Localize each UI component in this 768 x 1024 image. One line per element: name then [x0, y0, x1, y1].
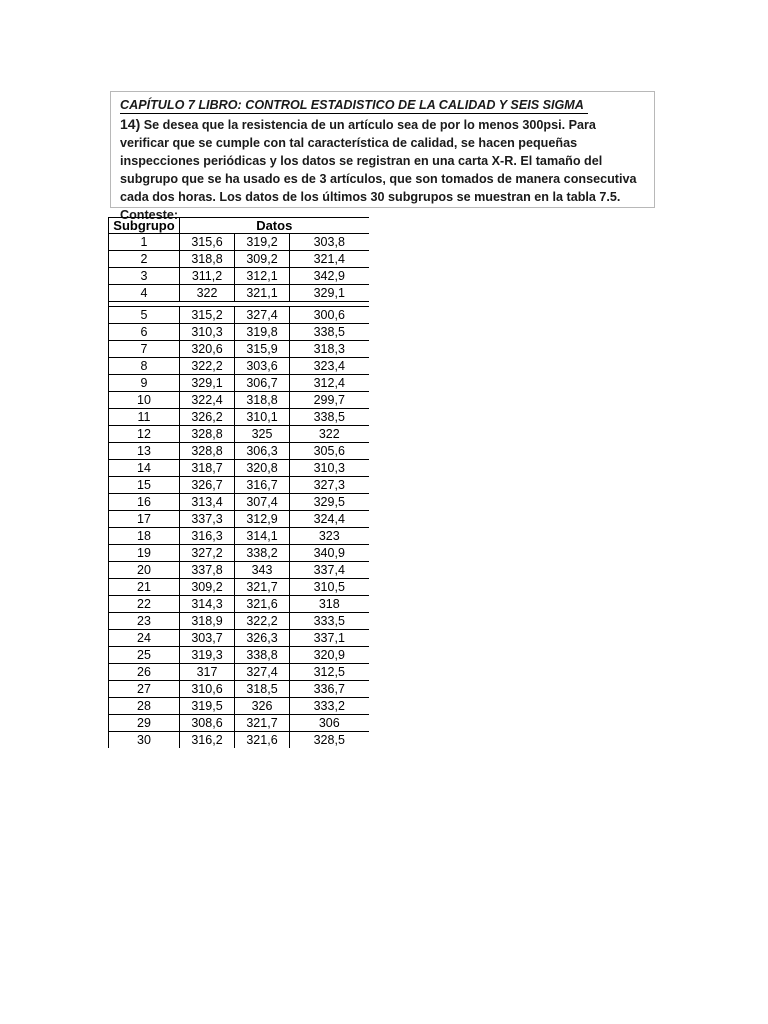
data-cell: 323: [290, 528, 369, 545]
subgroup-cell: 30: [109, 732, 180, 749]
table-row: [109, 511, 369, 528]
data-cell: 316,7: [235, 477, 290, 494]
subgroup-cell: 5: [109, 307, 180, 324]
subgroup-cell: 11: [109, 409, 180, 426]
table-row: [109, 307, 369, 324]
data-cell: 337,8: [180, 562, 235, 579]
data-cell: 336,7: [290, 681, 369, 698]
data-cell: 322: [180, 285, 235, 302]
table-header-row: [109, 218, 369, 234]
data-cell: 318,8: [180, 251, 235, 268]
subgroup-cell: 25: [109, 647, 180, 664]
data-cell: 321,4: [290, 251, 369, 268]
data-cell: 319,5: [180, 698, 235, 715]
data-cell: 321,1: [235, 285, 290, 302]
table-row: [109, 358, 369, 375]
data-cell: 326,7: [180, 477, 235, 494]
data-cell: 319,8: [235, 324, 290, 341]
subgroup-cell: 3: [109, 268, 180, 285]
data-cell: 327,4: [235, 664, 290, 681]
data-cell: 312,5: [290, 664, 369, 681]
data-cell: 323,4: [290, 358, 369, 375]
data-cell: 314,1: [235, 528, 290, 545]
data-cell: 328,8: [180, 426, 235, 443]
data-cell: 303,6: [235, 358, 290, 375]
subgroup-cell: 28: [109, 698, 180, 715]
data-cell: 316,3: [180, 528, 235, 545]
data-cell: 333,2: [290, 698, 369, 715]
data-cell: 306,3: [235, 443, 290, 460]
table-row: [109, 460, 369, 477]
table-row: [109, 341, 369, 358]
data-cell: 328,8: [180, 443, 235, 460]
table-row: [109, 732, 369, 749]
table-row: [109, 494, 369, 511]
table-row: [109, 630, 369, 647]
table-row: [109, 613, 369, 630]
data-cell: 313,4: [180, 494, 235, 511]
table-row: [109, 324, 369, 341]
data-cell: 310,3: [290, 460, 369, 477]
subgroup-cell: 4: [109, 285, 180, 302]
data-cell: 326,3: [235, 630, 290, 647]
data-cell: 319,2: [235, 234, 290, 251]
data-cell: 318,5: [235, 681, 290, 698]
data-cell: 322,2: [235, 613, 290, 630]
table-row: [109, 477, 369, 494]
data-cell: 318,8: [235, 392, 290, 409]
subgroup-cell: 15: [109, 477, 180, 494]
data-cell: 322,4: [180, 392, 235, 409]
table-row: [109, 392, 369, 409]
subgroup-cell: 23: [109, 613, 180, 630]
subgroup-cell: 18: [109, 528, 180, 545]
data-cell: 315,9: [235, 341, 290, 358]
data-cell: 308,6: [180, 715, 235, 732]
data-cell: 337,4: [290, 562, 369, 579]
data-cell: 318,9: [180, 613, 235, 630]
data-cell: 327,3: [290, 477, 369, 494]
data-cell: 318: [290, 596, 369, 613]
table-row: [109, 443, 369, 460]
data-cell: 333,5: [290, 613, 369, 630]
data-cell: 326: [235, 698, 290, 715]
table-row: [109, 681, 369, 698]
data-cell: 312,4: [290, 375, 369, 392]
table-row: [109, 579, 369, 596]
data-cell: 303,8: [290, 234, 369, 251]
data-cell: 315,6: [180, 234, 235, 251]
problem-text: Se desea que la resistencia de un artículo sea de por lo menos 300psi. Para verificar que se cumple con tal característica de calidad, se hacen pequeñas inspecciones periódicas y los datos se registran en una carta X-R. El tamaño del subgrupo que se ha usado es de 3 artículos, que son tomados de manera consecutiva cada dos horas. Los datos de los últimos 30 subgrupos se muestran en la tabla 7.5. Conteste:: [120, 118, 637, 222]
data-cell: 309,2: [180, 579, 235, 596]
table-row: [109, 715, 369, 732]
data-cell: 315,2: [180, 307, 235, 324]
subgroup-cell: 10: [109, 392, 180, 409]
data-cell: 312,1: [235, 268, 290, 285]
data-cell: 329,1: [180, 375, 235, 392]
data-cell: 299,7: [290, 392, 369, 409]
table-row: [109, 664, 369, 681]
data-cell: 338,5: [290, 409, 369, 426]
subgroup-cell: 29: [109, 715, 180, 732]
subgroup-cell: 12: [109, 426, 180, 443]
data-cell: 310,3: [180, 324, 235, 341]
subgroup-cell: 21: [109, 579, 180, 596]
data-cell: 342,9: [290, 268, 369, 285]
subgroup-header: Subgrupo: [109, 218, 180, 234]
data-cell: 303,7: [180, 630, 235, 647]
subgroup-cell: 17: [109, 511, 180, 528]
data-cell: 326,2: [180, 409, 235, 426]
problem-statement-box: [110, 91, 655, 222]
data-cell: 329,5: [290, 494, 369, 511]
data-cell: 324,4: [290, 511, 369, 528]
subgroup-cell: 19: [109, 545, 180, 562]
data-cell: 322: [290, 426, 369, 443]
table-row: [109, 647, 369, 664]
data-cell: 309,2: [235, 251, 290, 268]
data-cell: 321,6: [235, 596, 290, 613]
subgroup-cell: 8: [109, 358, 180, 375]
problem-number: 14): [120, 116, 141, 132]
data-cell: 338,5: [290, 324, 369, 341]
table-row: [109, 285, 369, 302]
table-row: [109, 234, 369, 251]
subgroup-cell: 20: [109, 562, 180, 579]
data-cell: 307,4: [235, 494, 290, 511]
data-cell: 310,5: [290, 579, 369, 596]
table-row: [109, 562, 369, 579]
subgroup-cell: 2: [109, 251, 180, 268]
subgroup-cell: 22: [109, 596, 180, 613]
data-cell: 321,6: [235, 732, 290, 749]
table-row: [109, 409, 369, 426]
subgroup-cell: 1: [109, 234, 180, 251]
subgroup-cell: 9: [109, 375, 180, 392]
data-cell: 319,3: [180, 647, 235, 664]
data-cell: 327,4: [235, 307, 290, 324]
table-row: [109, 545, 369, 562]
data-cell: 314,3: [180, 596, 235, 613]
data-cell: 310,6: [180, 681, 235, 698]
data-cell: 311,2: [180, 268, 235, 285]
data-cell: 321,7: [235, 715, 290, 732]
subgroup-cell: 16: [109, 494, 180, 511]
data-cell: 338,2: [235, 545, 290, 562]
data-cell: 312,9: [235, 511, 290, 528]
table-row: [109, 698, 369, 715]
data-cell: 327,2: [180, 545, 235, 562]
data-cell: 320,8: [235, 460, 290, 477]
subgroup-cell: 26: [109, 664, 180, 681]
data-cell: 322,2: [180, 358, 235, 375]
data-cell: 318,3: [290, 341, 369, 358]
data-cell: 306: [290, 715, 369, 732]
table-body: [109, 234, 369, 749]
subgroup-cell: 27: [109, 681, 180, 698]
data-cell: 340,9: [290, 545, 369, 562]
table-row: [109, 528, 369, 545]
data-cell: 338,8: [235, 647, 290, 664]
data-cell: 305,6: [290, 443, 369, 460]
table-row: [109, 268, 369, 285]
data-cell: 320,6: [180, 341, 235, 358]
data-cell: 320,9: [290, 647, 369, 664]
subgroup-cell: 14: [109, 460, 180, 477]
data-cell: 329,1: [290, 285, 369, 302]
data-cell: 317: [180, 664, 235, 681]
data-cell: 343: [235, 562, 290, 579]
data-cell: 310,1: [235, 409, 290, 426]
data-cell: 337,1: [290, 630, 369, 647]
table-row: [109, 375, 369, 392]
data-cell: 337,3: [180, 511, 235, 528]
table-row: [109, 426, 369, 443]
table-row: [109, 251, 369, 268]
data-header: Datos: [180, 218, 369, 234]
chapter-title: CAPÍTULO 7 LIBRO: CONTROL ESTADISTICO DE LA CALIDAD Y SEIS SIGMA: [120, 98, 588, 114]
data-table: [108, 217, 369, 748]
subgroup-cell: 6: [109, 324, 180, 341]
data-cell: 321,7: [235, 579, 290, 596]
data-cell: 306,7: [235, 375, 290, 392]
subgroup-cell: 24: [109, 630, 180, 647]
data-cell: 300,6: [290, 307, 369, 324]
data-cell: 316,2: [180, 732, 235, 749]
subgroup-cell: 7: [109, 341, 180, 358]
data-cell: 318,7: [180, 460, 235, 477]
subgroup-cell: 13: [109, 443, 180, 460]
data-cell: 325: [235, 426, 290, 443]
data-cell: 328,5: [313, 732, 345, 747]
table-row: [109, 596, 369, 613]
